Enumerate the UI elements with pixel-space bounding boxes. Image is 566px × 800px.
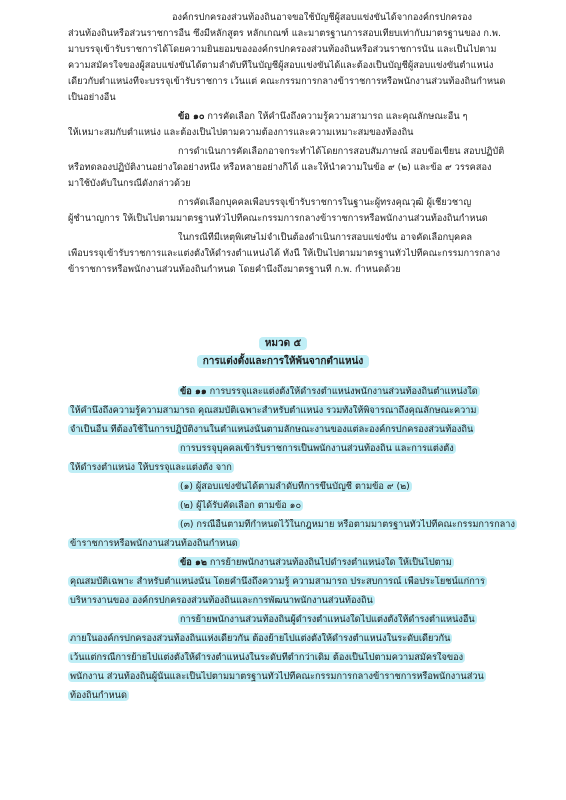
list-item: (๓) กรณีอื่นตามที่กำหนดไว้ในกฎหมาย หรือตามมาตรฐานทั่วไปที่คณะกรรมการกลาง: [180, 519, 515, 530]
paragraph-line: มาใช้บังคับในกรณีดังกล่าวด้วย: [68, 178, 191, 189]
article-text: การบรรจุและแต่งตั้งให้ดำรงตำแหน่งพนักงานส่วนท้องถิ่นตำแหน่งใด: [209, 386, 478, 397]
paragraph-line: การบรรจุบุคคลเข้ารับราชการเป็นพนักงานส่วนท้องถิ่น และการแต่งตั้ง: [180, 443, 454, 454]
paragraph-line: ในกรณีที่มีเหตุพิเศษไม่จำเป็นต้องดำเนินการสอบแข่งขัน อาจคัดเลือกบุคคล: [178, 232, 472, 243]
paragraph-line: คุณสมบัติเฉพาะ สำหรับตำแหน่งนั้น โดยคำนึงถึงความรู้ ความสามารถ ประสบการณ์ เพื่อประโยชน์แก่การ: [70, 576, 485, 587]
chapter-number: หมวด ๕: [0, 337, 566, 350]
paragraph-line: ส่วนท้องถิ่นหรือส่วนราชการอื่น ซึ่งมีหลักสูตร หลักเกณฑ์ และมาตรฐานการสอบเทียบเท่ากับมาตรฐานของ ก.พ.: [68, 28, 501, 39]
paragraph-line: ให้เหมาะสมกับตำแหน่ง และต้องเป็นไปตามความต้องการและความเหมาะสมของท้องถิ่น: [68, 127, 414, 138]
article-10-line: [178, 111, 518, 123]
paragraph-line: ท้องถิ่นกำหนด: [70, 690, 127, 701]
article-text: การคัดเลือก ให้คำนึงถึงความรู้ความสามารถ และคุณลักษณะอื่น ๆ: [207, 111, 468, 122]
paragraph-line: ให้ดำรงตำแหน่ง ให้บรรจุและแต่งตั้ง จาก: [70, 462, 232, 473]
paragraph-line: จำเป็นอื่น ที่ต้องใช้ในการปฏิบัติงานในตำแหน่งนั้นตามลักษณะงานของแต่ละองค์กรปกครองส่วนท้องถิ่น: [70, 424, 474, 435]
paragraph-line: ข้าราชการหรือพนักงานส่วนท้องถิ่นกำหนด โดยคำนึงถึงมาตรฐานที่ ก.พ. กำหนดด้วย: [68, 264, 401, 275]
list-item: (๒) ผู้ได้รับคัดเลือก ตามข้อ ๑๐: [180, 500, 302, 511]
paragraph-line: ผู้ชำนาญการ ให้เป็นไปตามมาตรฐานทั่วไปที่คณะกรรมการกลางข้าราชการหรือพนักงานส่วนท้องถิ่นกำหนด: [68, 213, 488, 224]
paragraph-line: ความสมัครใจของผู้สอบแข่งขันได้ตามลำดับที่ในบัญชีผู้สอบแข่งขันได้และต้องเป็นบัญชีผู้สอบแข่งขันตำแหน่ง: [68, 60, 494, 71]
article-number: ข้อ ๑๐: [178, 111, 205, 122]
paragraph-line: เว้นแต่กรณีการย้ายไปแต่งตั้งให้ดำรงตำแหน่งในระดับที่ต่ำกว่าเดิม ต้องเป็นไปตามความสมัครใจของ: [70, 652, 464, 663]
paragraph-line: หรือทดลองปฏิบัติงานอย่างใดอย่างหนึ่ง หรือหลายอย่างก็ได้ และให้นำความในข้อ ๙ (๒) และข้อ ๙ วรรคสอง: [68, 162, 492, 173]
paragraph-line: ให้คำนึงถึงความรู้ความสามารถ คุณสมบัติเฉพาะสำหรับตำแหน่ง รวมทั้งให้พิจารณาถึงคุณลักษณะความ: [70, 405, 477, 416]
paragraph-line: บริหารงานของ องค์กรปกครองส่วนท้องถิ่นและการพัฒนาพนักงานส่วนท้องถิ่น: [70, 595, 373, 606]
paragraph-line: มาบรรจุเข้ารับราชการได้โดยความยินยอมขององค์กรปกครองส่วนท้องถิ่นหรือส่วนราชการนั้น และเป็นไปตาม: [68, 44, 497, 55]
paragraph-line: ภายในองค์กรปกครองส่วนท้องถิ่นแห่งเดียวกัน ต้องย้ายไปแต่งตั้งให้ดำรงตำแหน่งในระดับเดียวกัน: [70, 633, 451, 644]
list-item: (๑) ผู้สอบแข่งขันได้ตามลำดับที่การขึ้นบัญชี ตามข้อ ๙ (๒): [180, 481, 410, 492]
paragraph-line: พนักงาน ส่วนท้องถิ่นผู้นั้นและเป็นไปตามมาตรฐานทั่วไปที่คณะกรรมการกลางข้าราชการหรือพนักงานส่วน: [70, 671, 484, 682]
article-12-line: [178, 557, 518, 569]
paragraph-line: การคัดเลือกบุคคลเพื่อบรรจุเข้ารับราชการในฐานะผู้ทรงคุณวุฒิ ผู้เชี่ยวชาญ: [178, 197, 472, 208]
paragraph-line: องค์กรปกครองส่วนท้องถิ่นอาจขอใช้บัญชีผู้สอบแข่งขันได้จากองค์กรปกครอง: [172, 12, 472, 23]
paragraph-line: การย้ายพนักงานส่วนท้องถิ่นผู้ดำรงตำแหน่งใดไปแต่งตั้งให้ดำรงตำแหน่งอื่น: [180, 614, 475, 625]
article-text: การย้ายพนักงานส่วนท้องถิ่นไปดำรงตำแหน่งใด ให้เป็นไปตาม: [209, 557, 452, 568]
paragraph-line: เป็นอย่างอื่น: [68, 92, 116, 103]
paragraph-line: เพื่อบรรจุเข้ารับราชการและแต่งตั้งให้ดำรงตำแหน่งได้ ทั้งนี้ ให้เป็นไปตามมาตรฐานทั่วไปที่คณะกรรมการกลาง: [68, 248, 501, 259]
chapter-title: การแต่งตั้งและการให้พ้นจากตำแหน่ง: [0, 355, 566, 368]
paragraph-line: ข้าราชการหรือพนักงานส่วนท้องถิ่นกำหนด: [70, 538, 238, 549]
paragraph-line: เดียวกับตำแหน่งที่จะบรรจุเข้ารับราชการ เว้นแต่ คณะกรรมการกลางข้าราชการหรือพนักงานส่วนท้องถิ่นกำหนด: [68, 76, 506, 87]
article-number: ข้อ ๑๑: [180, 386, 207, 397]
article-11-line: [178, 386, 518, 398]
article-number: ข้อ ๑๒: [180, 557, 207, 568]
paragraph-line: การดำเนินการคัดเลือกอาจกระทำได้โดยการสอบสัมภาษณ์ สอบข้อเขียน สอบปฏิบัติ: [178, 146, 505, 157]
